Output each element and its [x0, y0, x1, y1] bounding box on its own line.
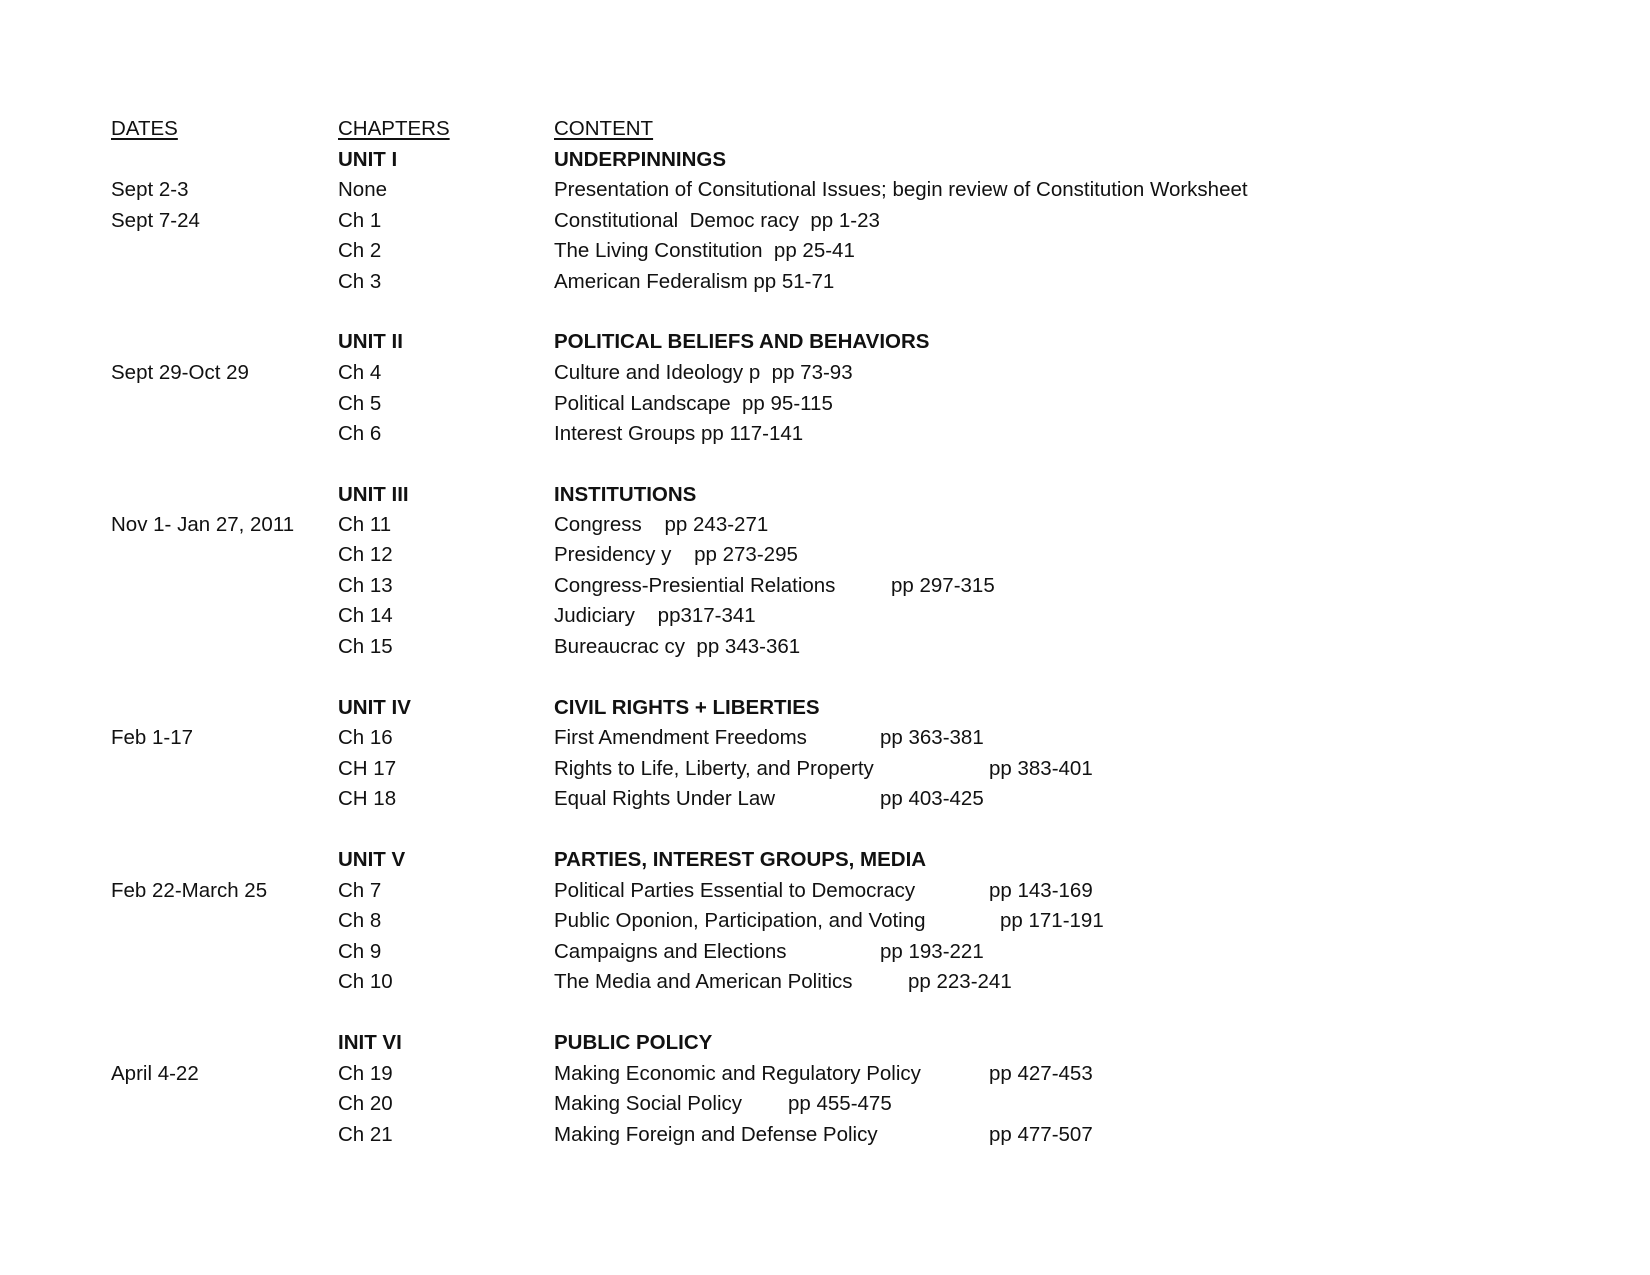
unit-title: CIVIL RIGHTS + LIBERTIES: [554, 696, 820, 719]
chapter-cell: Ch 20: [338, 1092, 393, 1115]
chapter-cell: Ch 16: [338, 726, 393, 749]
pages-cell: pp 455-475: [788, 1092, 892, 1115]
content-cell: Congress-Presiential Relations: [554, 574, 836, 597]
unit-title: INSTITUTIONS: [554, 483, 697, 506]
content-cell: Equal Rights Under Law: [554, 787, 776, 810]
schedule-row: [0, 540, 1650, 570]
date-cell: April 4-22: [111, 1062, 199, 1085]
chapter-cell: Ch 15: [338, 635, 393, 658]
content-cell: Congress pp 243-271: [554, 513, 769, 536]
chapter-cell: Ch 10: [338, 970, 393, 993]
unit-heading-row: [0, 845, 1650, 875]
schedule-row: [0, 1059, 1650, 1089]
content-cell: American Federalism pp 51-71: [554, 270, 835, 293]
date-cell: Sept 2-3: [111, 178, 189, 201]
content-cell: Culture and Ideology p pp 73-93: [554, 361, 853, 384]
unit-title: PUBLIC POLICY: [554, 1031, 713, 1054]
content-cell: Making Social Policy: [554, 1092, 742, 1115]
schedule-row: [0, 1120, 1650, 1150]
chapter-cell: Ch 8: [338, 909, 382, 932]
unit-label: UNIT I: [338, 148, 398, 171]
pages-cell: pp 193-221: [880, 940, 984, 963]
unit-heading-row: [0, 145, 1650, 175]
pages-cell: pp 477-507: [989, 1123, 1093, 1146]
schedule-row: [0, 1089, 1650, 1119]
schedule-row: [0, 236, 1650, 266]
date-cell: Feb 22-March 25: [111, 879, 268, 902]
content-cell: Judiciary pp317-341: [554, 604, 756, 627]
pages-cell: pp 427-453: [989, 1062, 1093, 1085]
chapter-cell: Ch 7: [338, 879, 382, 902]
pages-cell: pp 143-169: [989, 879, 1093, 902]
schedule-row: [0, 358, 1650, 388]
pages-cell: pp 297-315: [891, 574, 995, 597]
unit-heading-row: [0, 1028, 1650, 1058]
chapter-cell: Ch 13: [338, 574, 393, 597]
chapter-cell: Ch 1: [338, 209, 382, 232]
date-cell: Sept 29-Oct 29: [111, 361, 249, 384]
chapter-cell: Ch 3: [338, 270, 382, 293]
date-cell: Nov 1- Jan 27, 2011: [111, 513, 295, 536]
content-cell: Political Landscape pp 95-115: [554, 392, 833, 415]
chapter-cell: Ch 12: [338, 543, 393, 566]
pages-cell: pp 383-401: [989, 757, 1093, 780]
schedule-row: [0, 175, 1650, 205]
content-cell: Constitutional Democ racy pp 1-23: [554, 209, 880, 232]
pages-cell: pp 223-241: [908, 970, 1012, 993]
dates-header: DATES: [111, 117, 178, 140]
schedule-row: [0, 967, 1650, 997]
schedule-row: [0, 632, 1650, 662]
unit-label: UNIT II: [338, 330, 403, 353]
chapter-cell: Ch 2: [338, 239, 382, 262]
schedule-row: [0, 267, 1650, 297]
chapters-header: CHAPTERS: [338, 117, 450, 140]
unit-title: UNDERPINNINGS: [554, 148, 726, 171]
pages-cell: pp 363-381: [880, 726, 984, 749]
content-cell: Presentation of Consitutional Issues; begin review of Constitution Worksheet: [554, 178, 1248, 201]
schedule-row: [0, 937, 1650, 967]
schedule-row: [0, 784, 1650, 814]
unit-label: UNIT IV: [338, 696, 411, 719]
chapter-cell: Ch 11: [338, 513, 392, 536]
schedule-row: [0, 419, 1650, 449]
chapter-cell: None: [338, 178, 388, 201]
schedule-row: [0, 389, 1650, 419]
content-cell: Rights to Life, Liberty, and Property: [554, 757, 874, 780]
chapter-cell: Ch 21: [338, 1123, 393, 1146]
unit-title: POLITICAL BELIEFS AND BEHAVIORS: [554, 330, 930, 353]
content-cell: The Living Constitution pp 25-41: [554, 239, 855, 262]
unit-title: PARTIES, INTEREST GROUPS, MEDIA: [554, 848, 927, 871]
chapter-cell: Ch 9: [338, 940, 382, 963]
unit-label: INIT VI: [338, 1031, 402, 1054]
chapter-cell: CH 18: [338, 787, 397, 810]
content-cell: Campaigns and Elections: [554, 940, 787, 963]
schedule-row: [0, 876, 1650, 906]
chapter-cell: Ch 19: [338, 1062, 393, 1085]
content-cell: Public Oponion, Participation, and Voting: [554, 909, 926, 932]
schedule-row: [0, 510, 1650, 540]
schedule-row: [0, 206, 1650, 236]
unit-heading-row: [0, 327, 1650, 357]
unit-heading-row: [0, 693, 1650, 723]
chapter-cell: CH 17: [338, 757, 397, 780]
unit-label: UNIT V: [338, 848, 406, 871]
content-cell: Bureaucrac cy pp 343-361: [554, 635, 801, 658]
chapter-cell: Ch 5: [338, 392, 382, 415]
unit-label: UNIT III: [338, 483, 409, 506]
date-cell: Sept 7-24: [111, 209, 200, 232]
pages-cell: pp 171-191: [1000, 909, 1104, 932]
content-cell: Presidency y pp 273-295: [554, 543, 798, 566]
chapter-cell: Ch 14: [338, 604, 393, 627]
schedule-row: [0, 754, 1650, 784]
content-cell: Interest Groups pp 117-141: [554, 422, 804, 445]
content-cell: Making Foreign and Defense Policy: [554, 1123, 878, 1146]
content-header: CONTENT: [554, 117, 654, 140]
schedule-row: [0, 571, 1650, 601]
header-row: [0, 114, 1650, 144]
unit-heading-row: [0, 480, 1650, 510]
schedule-row: [0, 601, 1650, 631]
content-cell: The Media and American Politics: [554, 970, 853, 993]
content-cell: Political Parties Essential to Democracy: [554, 879, 916, 902]
pages-cell: pp 403-425: [880, 787, 984, 810]
chapter-cell: Ch 4: [338, 361, 382, 384]
schedule-row: [0, 906, 1650, 936]
chapter-cell: Ch 6: [338, 422, 382, 445]
date-cell: Feb 1-17: [111, 726, 194, 749]
schedule-row: [0, 723, 1650, 753]
content-cell: First Amendment Freedoms: [554, 726, 807, 749]
content-cell: Making Economic and Regulatory Policy: [554, 1062, 921, 1085]
